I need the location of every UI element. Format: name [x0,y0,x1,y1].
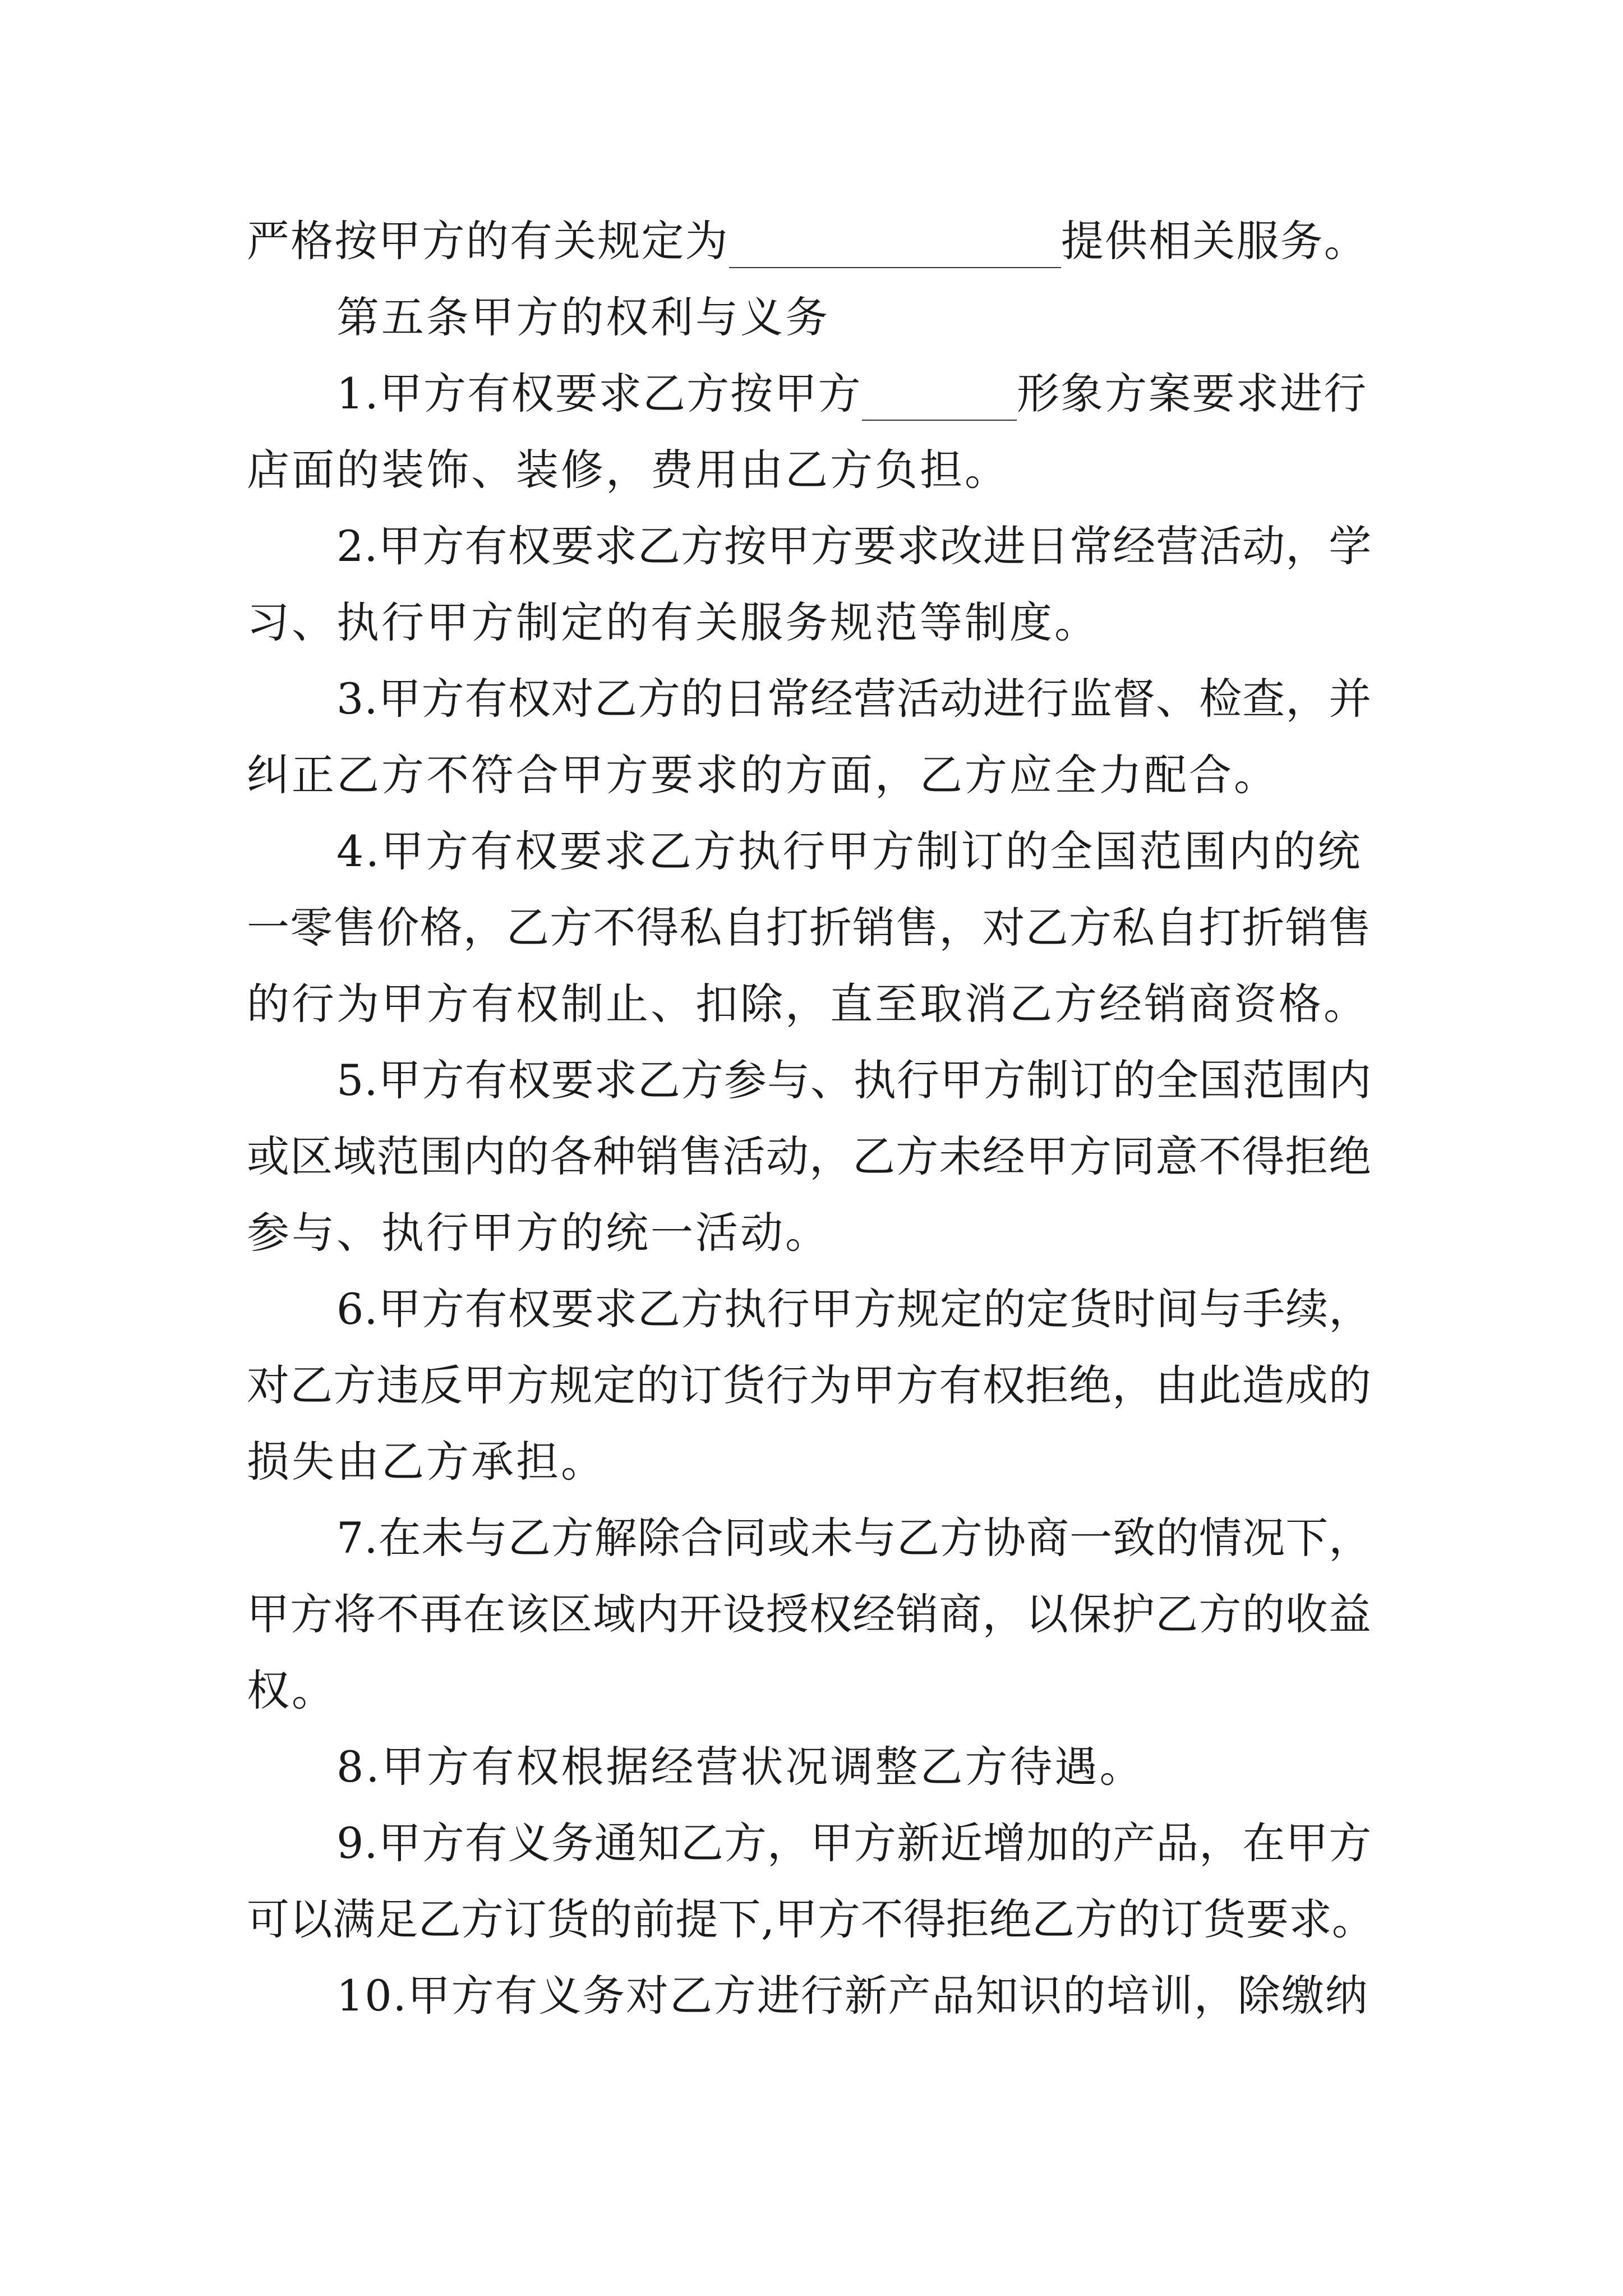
line-text: 1.甲方有权要求乙方按甲方 [336,369,862,418]
fill-blank [862,420,1017,421]
line-text: 形象方案要求进行 [1016,369,1368,418]
line-text: 严格按甲方的有关规定为 [247,216,729,266]
text-line: 10.甲方有义务对乙方进行新产品知识的培训，除缴纳 [336,1971,1369,2021]
text-line: 权。 [247,1665,336,1715]
text-line: 3.甲方有权对乙方的日常经营活动进行监督、检查，并 [336,674,1372,724]
fill-blank [729,267,1061,268]
text-line: 习、执行甲方制定的有关服务规范等制度。 [247,597,1099,647]
text-line: 6.甲方有权要求乙方执行甲方规定的定货时间与手续， [336,1284,1372,1334]
text-line: 一零售价格，乙方不得私自打折销售，对乙方私自打折销售 [247,903,1372,953]
text-line: 8.甲方有权根据经营状况调整乙方待遇。 [336,1742,1145,1792]
text-line: 的行为甲方有权制止、扣除，直至取消乙方经销商资格。 [247,979,1368,1029]
text-line: 损失由乙方承担。 [247,1437,606,1487]
text-line: 或区域范围内的各种销售活动，乙方未经甲方同意不得拒绝 [247,1131,1372,1181]
text-line: 店面的装饰、装修，费用由乙方负担。 [247,445,1009,495]
section-heading: 第五条甲方的权利与义务 [336,292,830,342]
text-line: 4.甲方有权要求乙方执行甲方制订的全国范围内的统 [336,826,1362,876]
text-line: 对乙方违反甲方规定的订货行为甲方有权拒绝，由此造成的 [247,1360,1372,1410]
text-line: 纠正乙方不符合甲方要求的方面，乙方应全力配合。 [247,750,1279,800]
text-line: 7.在未与乙方解除合同或未与乙方协商一致的情况下， [336,1513,1372,1563]
text-line: 2.甲方有权要求乙方按甲方要求改进日常经营活动，学 [336,521,1372,571]
text-line: 甲方将不再在该区域内开设授权经销商，以保护乙方的收益 [247,1589,1372,1639]
line-text: 提供相关服务。 [1061,216,1368,266]
text-line: 参与、执行甲方的统一活动。 [247,1208,830,1258]
text-line: 5.甲方有权要求乙方参与、执行甲方制订的全国范围内 [336,1055,1372,1105]
text-line: 9.甲方有义务通知乙方，甲方新近增加的产品，在甲方 [336,1818,1372,1868]
text-line [336,366,1367,422]
text-line [247,213,1368,269]
text-line: 可以满足乙方订货的前提下,甲方不得拒绝乙方的订货要求。 [247,1894,1375,1944]
